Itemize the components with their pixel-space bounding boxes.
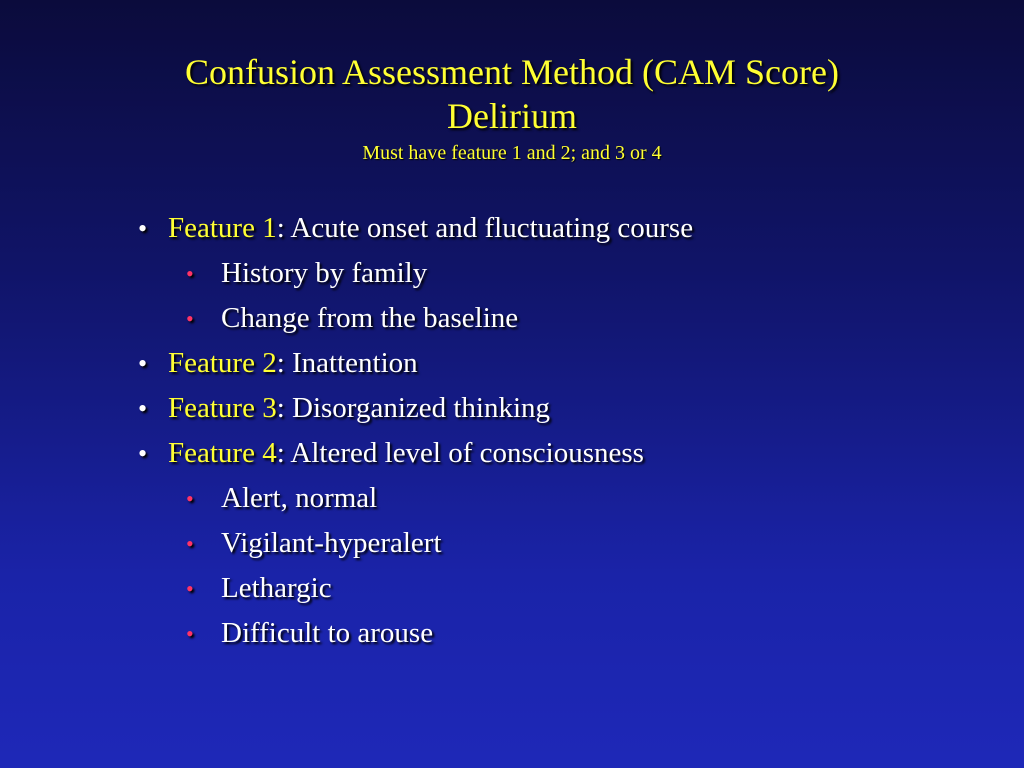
sub-bullet-difficult [134,613,994,658]
bullet-feature-4 [134,433,994,478]
feature-text: : Acute onset and fluctuating course [276,212,694,244]
feature-label: Feature 1 [168,212,277,244]
bullet-dot-icon: • [138,439,148,468]
sub-bullet-text: History by family [221,257,428,289]
bullet-feature-1 [134,208,994,253]
bullet-dot-icon: • [186,621,194,646]
feature-label: Feature 3 [168,392,277,424]
sub-bullet-text: Change from the baseline [221,302,519,334]
bullet-dot-icon: • [138,214,148,243]
bullet-dot-icon: • [138,349,148,378]
title-block [0,50,1024,166]
feature-text: : Disorganized thinking [276,392,551,424]
bullet-dot-icon: • [138,394,148,423]
sub-bullet-text: Lethargic [221,572,332,604]
bullet-list [134,208,994,658]
feature-text: : Inattention [276,347,418,379]
slide-title: Confusion Assessment Method (CAM Score) [185,52,839,92]
bullet-dot-icon: • [186,576,194,601]
bullet-feature-3 [134,388,994,433]
slide-title-delirium: Delirium [447,96,577,136]
sub-bullet-text: Difficult to arouse [221,617,434,649]
sub-bullet-baseline [134,298,994,343]
sub-bullet-lethargic [134,568,994,613]
feature-label: Feature 4 [168,437,277,469]
slide-subtitle: Must have feature 1 and 2; and 3 or 4 [362,142,662,164]
feature-label: Feature 2 [168,347,277,379]
bullet-dot-icon: • [186,261,194,286]
bullet-dot-icon: • [186,531,194,556]
feature-text: : Altered level of consciousness [276,437,644,469]
sub-bullet-text: Vigilant-hyperalert [221,527,442,559]
bullet-feature-2 [134,343,994,388]
sub-bullet-vigilant [134,523,994,568]
sub-bullet-text: Alert, normal [221,482,378,514]
sub-bullet-history [134,253,994,298]
sub-bullet-alert [134,478,994,523]
bullet-dot-icon: • [186,486,194,511]
bullet-dot-icon: • [186,306,194,331]
